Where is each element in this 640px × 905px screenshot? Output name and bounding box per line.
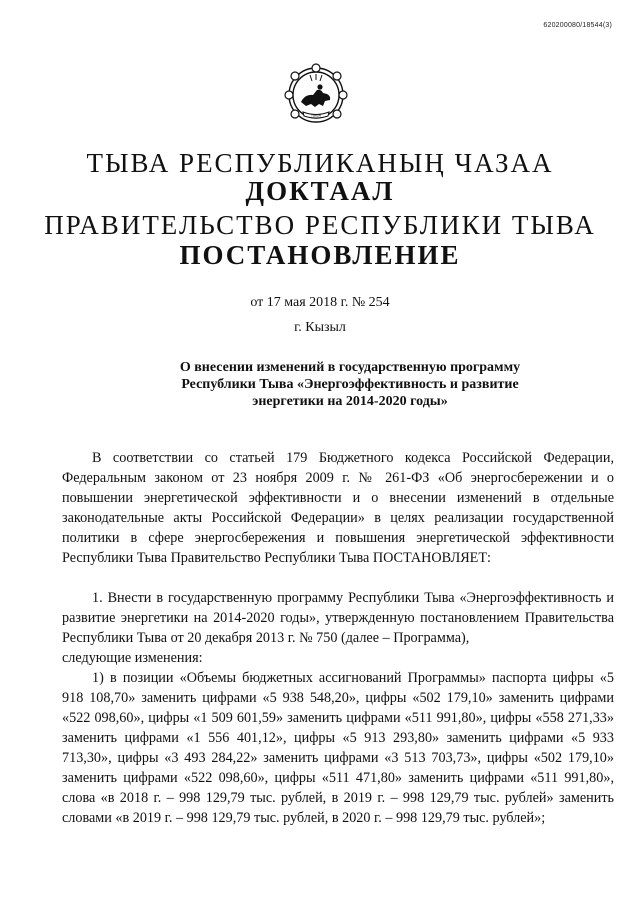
paragraph-item-1: 1. Внести в государственную программу Республики Тыва «Энергоэффективность и развитие энергетики на 2014-2020 годы», утвержденную постановлением Правительства Республики Тыва от 20 декабря 2013 г. № 750 (далее – Программа), [62, 590, 614, 646]
paragraph-subitem-1: 1) в позиции «Объемы бюджетных ассигнований Программы» паспорта цифры «5 918 108,70» заменить цифрами «5 938 548,20», цифры «502 179,10» заменить цифрами «522 098,60», цифры «1 509 601,59» заменить цифрами «511 991,80», цифры «558 271,33» заменить цифрами «1 556 401,12», цифры «5 913 293,80» заменить цифрами «5 933 713,30», цифры «3 493 284,22» заменить цифрами «3 513 703,73», цифры «502 179,10» заменить цифрами «522 098,60», цифры «511 471,80» заменить цифрами «511 991,80», слова «в 2018 г. – 998 129,79 тыс. рублей, в 2019 г. – 998 129,79 тыс. рублей» заменить словами «в 2019 г. – 998 129,79 тыс. рублей, в 2020 г. – 998 129,79 тыс. рублей»; [62, 670, 614, 826]
header-doktaal: ДОКТААЛ [245, 176, 395, 206]
header-resolution: ПОСТАНОВЛЕНИЕ [179, 240, 461, 270]
header-tuva-government: ТЫВА РЕСПУБЛИКАНЫҢ ЧАЗАА [86, 148, 554, 178]
document-code: 620200080/18544(3) [543, 22, 612, 29]
header-government: ПРАВИТЕЛЬСТВО РЕСПУБЛИКИ ТЫВА [44, 210, 596, 240]
document-date-number: от 17 мая 2018 г. № 254 [250, 295, 390, 310]
document-city: г. Кызыл [294, 320, 346, 335]
svg-text:ТЫВА: ТЫВА [310, 113, 322, 118]
document-body [62, 448, 614, 828]
tuva-coat-of-arms-icon [281, 60, 351, 130]
document-title: О внесении изменений в государственную программу Республики Тыва «Энергоэффективность и развитие энергетики на 2014-2020 годы» [179, 360, 521, 409]
paragraph-preamble: В соответствии со статьей 179 Бюджетного кодекса Российской Федерации, Федеральным законом от 23 ноября 2009 г. № 261-ФЗ «Об энергосбережении и о повышении энергетической эффективности и о внесении изменений в отдельные законодательные акты Российской Федерации» в целях реализации государственной политики в сфере энергосбережения и повышения энергетической эффективности Республики Тыва Правительство Республики Тыва ПОСТАНОВЛЯЕТ: [62, 450, 614, 566]
paragraph-changes-intro: следующие изменения: [62, 650, 203, 666]
